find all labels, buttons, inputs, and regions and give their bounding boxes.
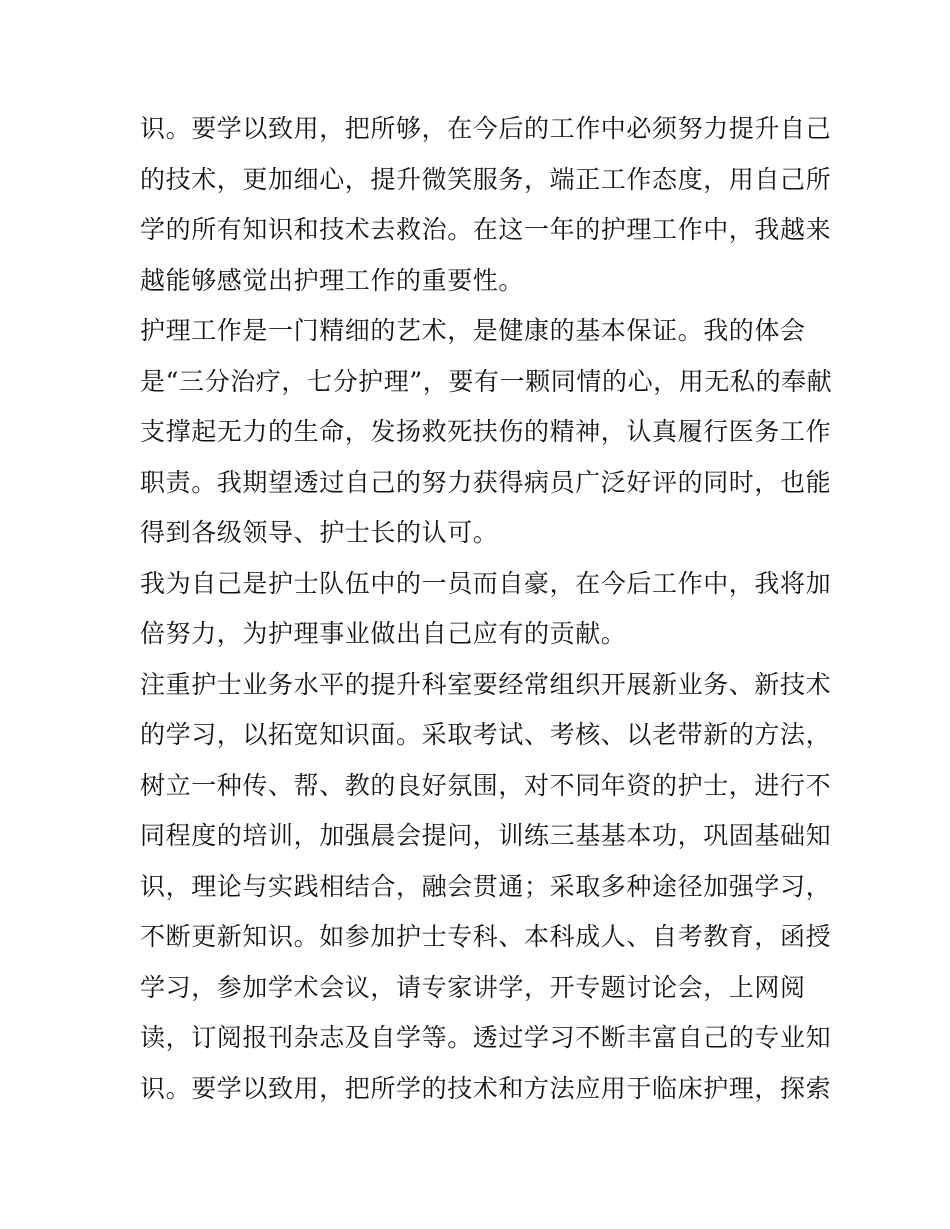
document-body (140, 104, 833, 1114)
text-line: 我为自己是护士队伍中的一员而自豪，在今后工作中，我将加 (140, 568, 832, 598)
text-line: 得到各级领导、护士长的认可。 (140, 518, 499, 547)
text-line: 的学习，以拓宽知识面。采取考试、考核、以老带新的方法， (140, 720, 832, 749)
text-line: 同程度的培训，加强晨会提问，训练三基基本功，巩固基础知 (140, 821, 832, 850)
text-line: 支撑起无力的生命，发扬救死扶伤的精神，认真履行医务工作 (140, 417, 832, 446)
text-line: 学习，参加学术会议，请专家讲学，开专题讨论会，上网阅 (140, 972, 806, 1002)
text-line: 是“三分治疗，七分护理”，要有一颗同情的心，用无私的奉献 (140, 366, 833, 396)
text-line: 护理工作是一门精细的艺术，是健康的基本保证。我的体会 (140, 316, 806, 345)
text-line: 越能够感觉出护理工作的重要性。 (140, 265, 525, 295)
text-line: 识。要学以致用，把所学的技术和方法应用于临床护理，探索 (140, 1073, 832, 1103)
text-line: 不断更新知识。如参加护士专科、本科成人、自考教育，函授 (140, 922, 832, 951)
text-line: 的技术，更加细心，提升微笑服务，端正工作态度，用自己所 (140, 164, 832, 194)
text-line: 识，理论与实践相结合，融会贯通；采取多种途径加强学习， (140, 871, 832, 901)
text-line: 倍努力，为护理事业做出自己应有的贡献。 (140, 619, 627, 648)
text-line: 读，订阅报刊杂志及自学等。透过学习不断丰富自己的专业知 (140, 1023, 832, 1052)
text-line: 职责。我期望透过自己的努力获得病员广泛好评的同时，也能 (140, 467, 832, 497)
text-line: 树立一种传、帮、教的良好氛围，对不同年资的护士，进行不 (140, 770, 832, 800)
text-line: 注重护士业务水平的提升科室要经常组织开展新业务、新技术 (140, 669, 832, 699)
text-line: 学的所有知识和技术去救治。在这一年的护理工作中，我越来 (140, 215, 832, 244)
text-line: 识。要学以致用，把所够，在今后的工作中必须努力提升自己 (140, 114, 832, 143)
